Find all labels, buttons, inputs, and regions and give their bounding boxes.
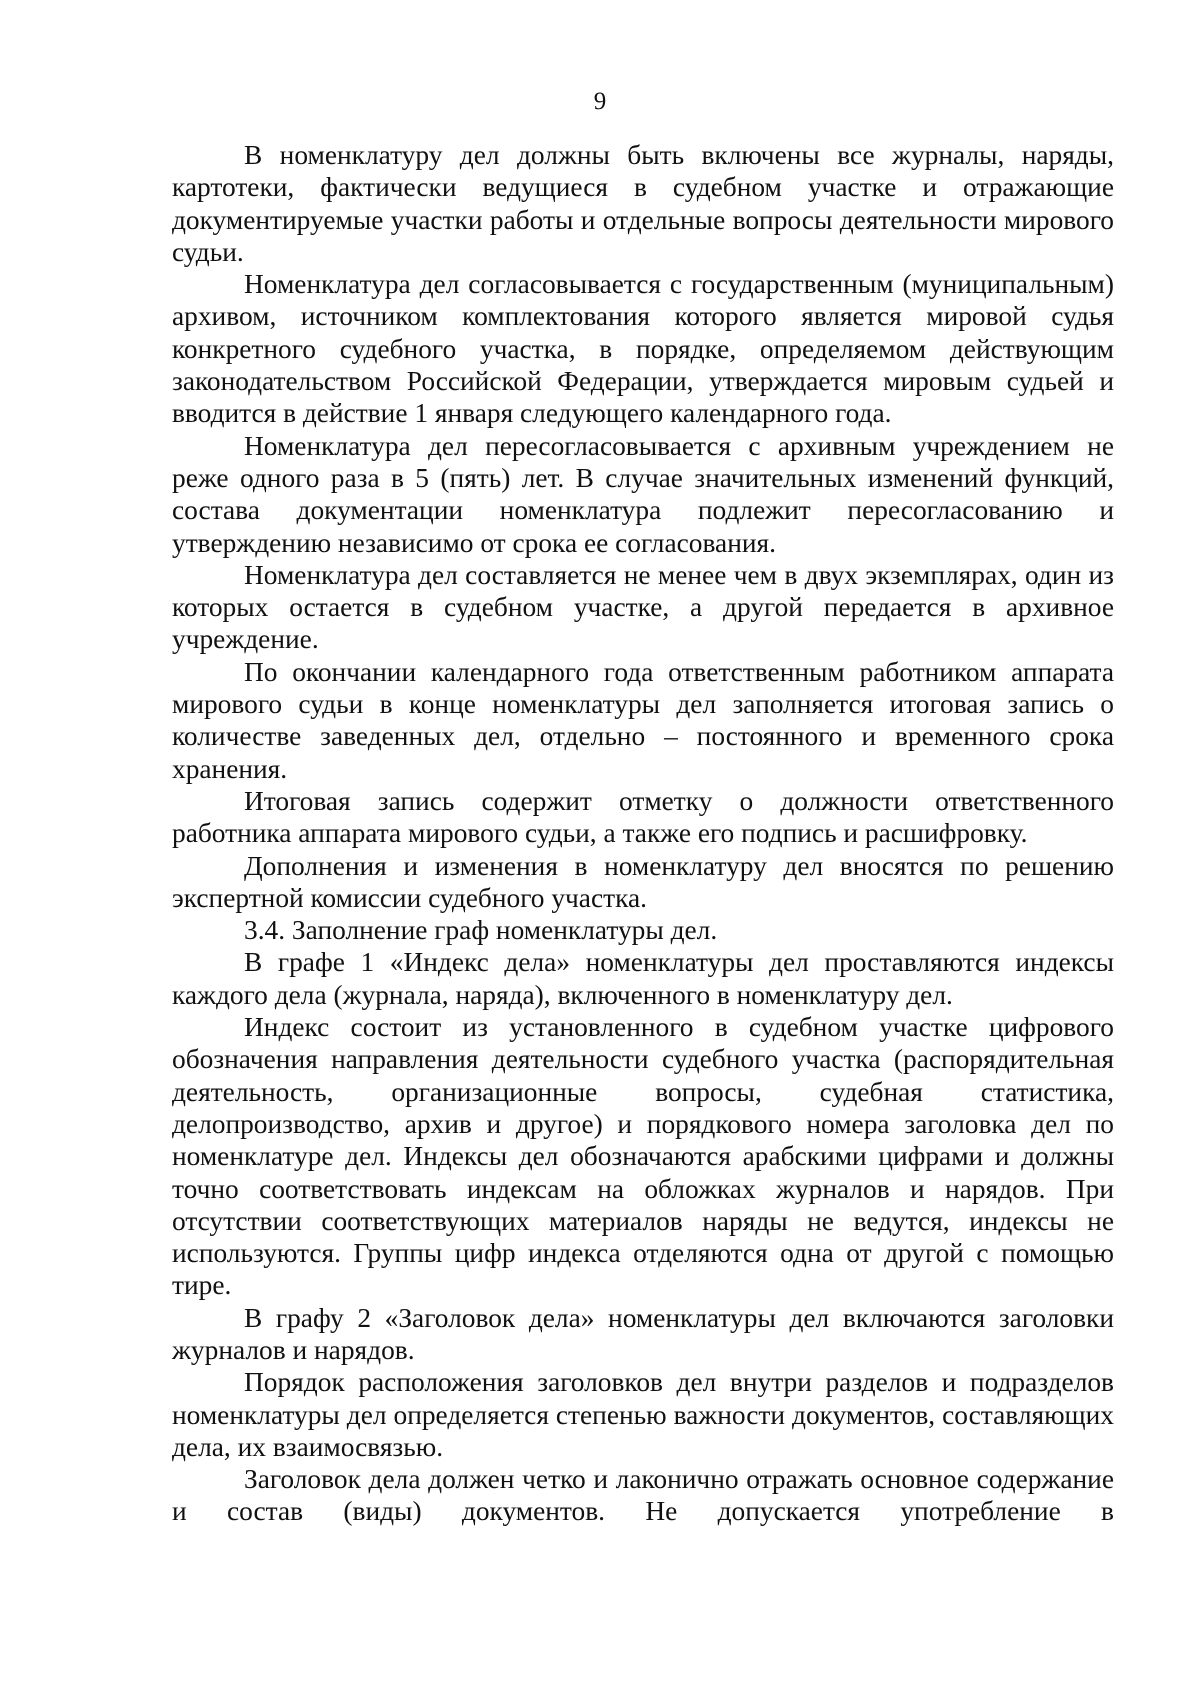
paragraph-title-content: Заголовок дела должен четко и лаконично отражать основное содержание и состав (виды) документов. Не допускается употребление в xyxy=(172,1464,1114,1527)
paragraph-amendments: Дополнения и изменения в номенклатуру дел вносятся по решению экспертной комиссии судебного участка. xyxy=(172,850,1114,913)
paragraph-nomenclature-copies: Номенклатура дел составляется не менее чем в двух экземплярах, один из которых остается в судебном участке, а другой передается в архивное учреждение. xyxy=(172,559,1114,655)
page-number: 9 xyxy=(593,88,607,115)
paragraph-column-2-title: В графу 2 «Заголовок дела» номенклатуры дел включаются заголовки журналов и нарядов. xyxy=(172,1302,1114,1365)
paragraph-column-1-index: В графе 1 «Индекс дела» номенклатуры дел проставляются индексы каждого дела (журнала, наряда), включенного в номенклатуру дел. xyxy=(172,947,1114,1010)
section-heading-3-4: 3.4. Заполнение граф номенклатуры дел. xyxy=(244,915,718,946)
paragraph-title-order: Порядок расположения заголовков дел внутри разделов и подразделов номенклатуры дел определяется степенью важности документов, составляющих дела, их взаимосвязью. xyxy=(172,1367,1114,1462)
paragraph-nomenclature-reapproval: Номенклатура дел пересогласовывается с архивным учреждением не реже одного раза в 5 (пять) лет. В случае значительных изменений функций, состава документации номенклатура подлежит пересогласованию и утверждению независимо от срока ее согласования. xyxy=(172,430,1114,558)
paragraph-final-record-contents: Итоговая запись содержит отметку о должности ответственного работника аппарата мирового судьи, а также его подпись и расшифровку. xyxy=(172,785,1114,849)
paragraph-case-nomenclature-contents: В номенклатуру дел должны быть включены все журналы, наряды, картотеки, фактически ведущиеся в судебном участке и отражающие документируемые участки работы и отдельные вопросы деятельности мирового судьи. xyxy=(172,140,1114,267)
paragraph-index-structure: Индекс состоит из установленного в судебном участке цифрового обозначения направления деятельности судебного участка (распорядительная деятельность, организационные вопросы, судебная статистика, делопроизводство, архив и другое) и порядкового номера заголовка дел по номенклатуре дел. Индексы дел обозначаются арабскими цифрами и должны точно соответствовать индексам на обложках журналов и нарядов. При отсутствии соответствующих материалов наряды не ведутся, индексы не используются. Группы цифр индекса отделяются одна от другой с помощью тире. xyxy=(172,1012,1114,1301)
paragraph-final-record: По окончании календарного года ответственным работником аппарата мирового судьи в конце номенклатуры дел заполняется итоговая запись о количестве заведенных дел, отдельно – постоянного и временного срока хранения. xyxy=(172,656,1114,784)
document-body xyxy=(172,139,1114,1528)
paragraph-nomenclature-approval: Номенклатура дел согласовывается с государственным (муниципальным) архивом, источником комплектования которого является мировой судья конкретного судебного участка, в порядке, определяемом действующим законодательством Российской Федерации, утверждается мировым судьей и вводится в действие 1 января следующего календарного года. xyxy=(172,269,1114,429)
